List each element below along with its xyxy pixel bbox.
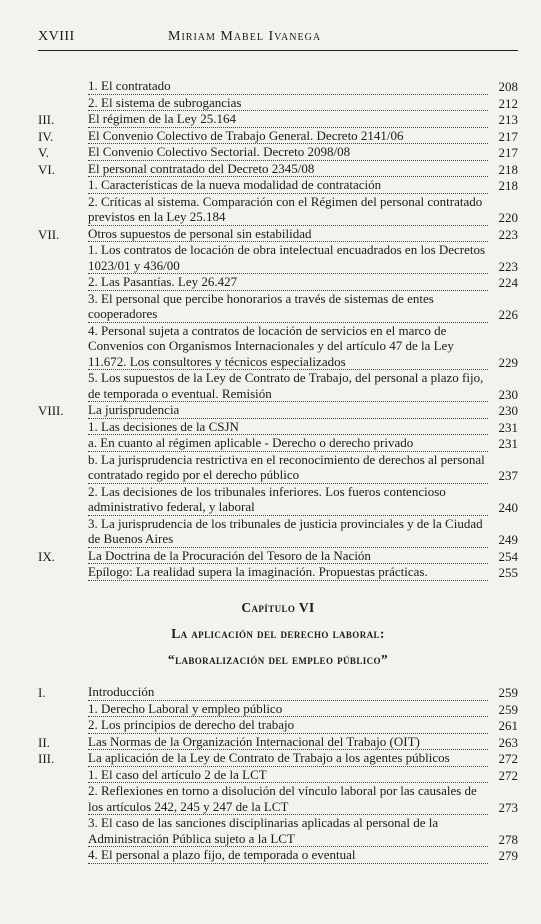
toc-entry-page: 255: [498, 565, 518, 580]
toc-entry-title: 2. Reflexiones en torno a disolución del vínculo laboral por las causales de los artículos 242, 245 y 247 de la LCT: [88, 783, 488, 815]
toc-entry-title: 2. Las decisiones de los tribunales inferiores. Los fueros contencioso administrativo federal, y laboral: [88, 484, 488, 516]
toc-entry-title: a. En cuanto al régimen aplicable - Derecho o derecho privado: [88, 435, 488, 452]
toc-entry-title: La aplicación de la Ley de Contrato de Trabajo a los agentes públicos: [88, 750, 488, 767]
toc-entry: [38, 516, 518, 548]
toc-entry-title: 5. Los supuestos de la Ley de Contrato de Trabajo, del personal a plazo fijo, de temporada o eventual. Remisión: [88, 370, 488, 402]
toc-entry: [38, 767, 518, 784]
toc-entry-page: 278: [498, 831, 518, 847]
toc-entry-page: 231: [498, 436, 518, 451]
running-title: Miriam Mabel Ivanega: [168, 29, 322, 44]
toc-entry: [38, 484, 518, 516]
toc-entry-title: 4. Personal sujeta a contratos de locación de servicios en el marco de Convenios con Organismos Internacionales y del artículo 47 de la Ley 11.672. Los consultores y técnicos especializados: [88, 323, 488, 371]
toc-entry: [38, 144, 518, 161]
chapter-label: Capítulo VI: [241, 600, 315, 615]
toc-entry-page: 223: [498, 258, 518, 274]
toc-entry: [38, 717, 518, 734]
toc-entry-title: Introducción: [88, 684, 488, 701]
toc-entry-title: 2. Las Pasantías. Ley 26.427: [88, 274, 488, 291]
toc-entry-title: 2. Críticas al sistema. Comparación con el Régimen del personal contratado previstos en la Ley 25.184: [88, 194, 488, 226]
toc-entry-title: 1. Derecho Laboral y empleo público: [88, 701, 488, 718]
toc-entry-page: 259: [498, 701, 518, 717]
toc-entry-title: La jurisprudencia: [88, 402, 488, 419]
toc-entry-title: 1. Los contratos de locación de obra intelectual encuadrados en los Decretos 1023/01 y 436/00: [88, 242, 488, 274]
toc-entry: [38, 684, 518, 701]
toc-entry: [38, 847, 518, 864]
toc-entry-page: 240: [498, 500, 518, 515]
toc-entry-title: Otros supuestos de personal sin estabilidad: [88, 226, 488, 243]
toc-entry-page: 230: [498, 386, 518, 402]
toc-entry-page: 212: [498, 95, 518, 111]
toc-entry-title: 1. El contratado: [88, 78, 488, 95]
toc-entry-title: 1. El caso del artículo 2 de la LCT: [88, 767, 488, 784]
toc-entry-title: 3. El caso de las sanciones disciplinarias aplicadas al personal de la Administración Pública sujeto a la LCT: [88, 815, 488, 847]
toc-entry-page: 259: [498, 685, 518, 700]
toc-entry-number: VII.: [38, 226, 60, 242]
toc-entry: [38, 274, 518, 291]
toc-entry-number: VIII.: [38, 403, 64, 418]
toc-section-one: [38, 78, 518, 581]
toc-entry-title: 2. Los principios de derecho del trabajo: [88, 717, 488, 734]
toc-entry-number: IV.: [38, 128, 54, 144]
toc-entry-page: 263: [498, 734, 518, 750]
toc-entry: [38, 194, 518, 226]
toc-entry-number: III.: [38, 112, 55, 127]
header-rule: [38, 50, 518, 51]
toc-entry-page: 218: [498, 178, 518, 193]
toc-entry-title: 4. El personal a plazo fijo, de temporada o eventual: [88, 847, 488, 864]
toc-entry-title: El Convenio Colectivo Sectorial. Decreto 2098/08: [88, 144, 488, 161]
toc-entry-page: 224: [498, 275, 518, 290]
toc-entry-number: I.: [38, 685, 46, 700]
toc-entry: [38, 78, 518, 95]
toc-entry: [38, 323, 518, 371]
toc-entry-number: IX.: [38, 548, 55, 564]
toc-entry-page: 217: [498, 145, 518, 160]
toc-entry: [38, 370, 518, 402]
toc-entry-page: 261: [498, 718, 518, 733]
chapter-subtitle: “laboralización del empleo público”: [167, 652, 389, 667]
toc-entry-page: 249: [498, 532, 518, 547]
toc-entry-page: 213: [498, 112, 518, 127]
toc-entry: [38, 734, 518, 751]
folio-number: XVIII: [38, 29, 75, 44]
chapter-title: La aplicación del derecho laboral:: [171, 626, 385, 641]
toc-entry-page: 272: [498, 767, 518, 783]
toc-entry-number: III.: [38, 751, 55, 766]
toc-entry: [38, 750, 518, 767]
toc-entry-title: 1. Las decisiones de la CSJN: [88, 419, 488, 436]
toc-entry: [38, 95, 518, 112]
toc-entry-page: 218: [498, 161, 518, 177]
toc-entry-page: 226: [498, 307, 518, 322]
toc-entry-title: La Doctrina de la Procuración del Tesoro de la Nación: [88, 548, 488, 565]
toc-entry-number: II.: [38, 734, 50, 750]
toc-entry: [38, 815, 518, 847]
toc-entry: [38, 226, 518, 243]
toc-entry: [38, 435, 518, 452]
toc-entry: [38, 402, 518, 419]
toc-entry-page: 229: [498, 354, 518, 370]
toc-entry-title: Las Normas de la Organización Internacional del Trabajo (OIT): [88, 734, 488, 751]
toc-entry-number: V.: [38, 145, 49, 160]
toc-entry-page: 217: [498, 128, 518, 144]
toc-entry-title: 2. El sistema de subrogancias: [88, 95, 488, 112]
toc-entry-title: 3. La jurisprudencia de los tribunales de justicia provinciales y de la Ciudad de Buenos Aires: [88, 516, 488, 548]
toc-entry-title: El personal contratado del Decreto 2345/08: [88, 161, 488, 178]
toc-entry-title: 1. Características de la nueva modalidad de contratación: [88, 177, 488, 194]
toc-entry-title: El régimen de la Ley 25.164: [88, 111, 488, 128]
toc-entry-title: Epílogo: La realidad supera la imaginación. Propuestas prácticas.: [88, 564, 488, 581]
toc-entry-page: 230: [498, 403, 518, 418]
toc-entry-number: VI.: [38, 161, 55, 177]
toc-entry-page: 254: [498, 548, 518, 564]
toc-entry-page: 237: [498, 468, 518, 483]
toc-entry: [38, 548, 518, 565]
toc-entry: [38, 242, 518, 274]
toc-entry: [38, 128, 518, 145]
toc-entry-page: 220: [498, 210, 518, 225]
toc-entry-title: El Convenio Colectivo de Trabajo General. Decreto 2141/06: [88, 128, 488, 145]
toc-entry: [38, 419, 518, 436]
toc-entry: [38, 783, 518, 815]
toc-entry-page: 279: [498, 848, 518, 863]
toc-entry-title: b. La jurisprudencia restrictiva en el reconocimiento de derechos al personal contratado regido por el derecho público: [88, 452, 488, 484]
toc-entry: [38, 161, 518, 178]
toc-entry: [38, 701, 518, 718]
toc-entry: [38, 291, 518, 323]
toc-entry-title: 3. El personal que percibe honorarios a través de sistemas de entes cooperadores: [88, 291, 488, 323]
toc-entry-page: 272: [498, 751, 518, 766]
toc-entry: [38, 564, 518, 581]
toc-entry-page: 208: [498, 79, 518, 94]
toc-entry-page: 223: [498, 226, 518, 242]
toc-entry-page: 273: [498, 799, 518, 815]
toc-section-two: [38, 684, 518, 864]
toc-entry: [38, 111, 518, 128]
toc-entry: [38, 452, 518, 484]
toc-entry-page: 231: [498, 419, 518, 435]
toc-entry: [38, 177, 518, 194]
